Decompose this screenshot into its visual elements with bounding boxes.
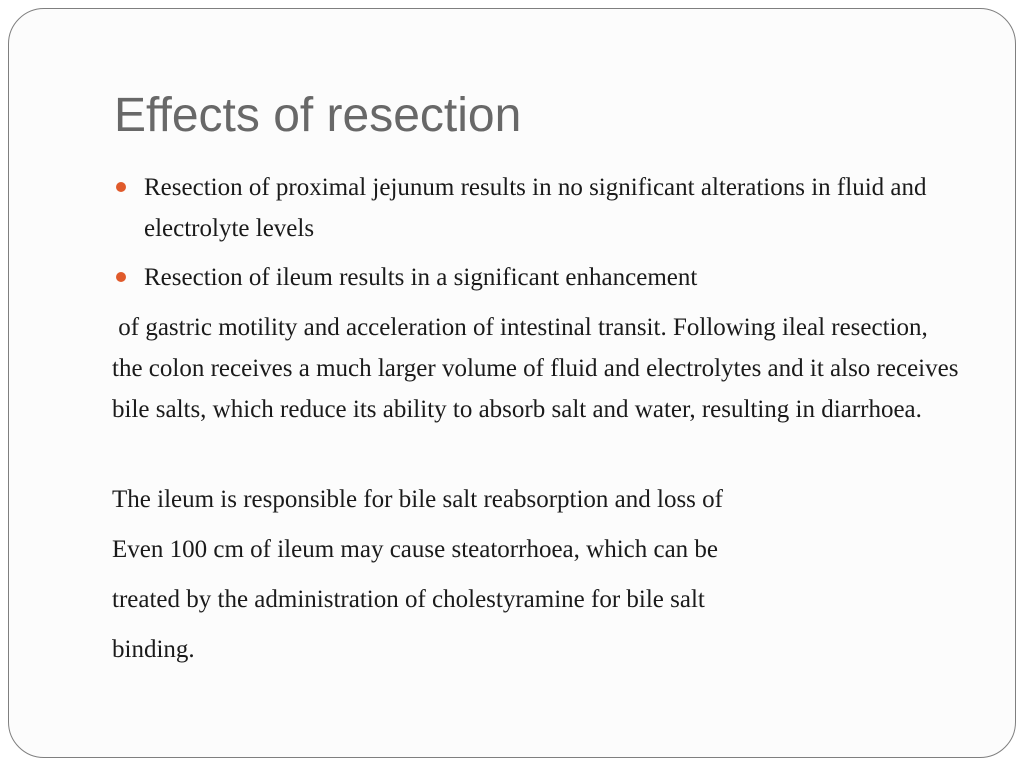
paragraph-steatorrhoea: Even 100 cm of ileum may cause steatorrhoea, which can be — [112, 536, 719, 563]
paragraph-binding: binding. — [112, 636, 195, 663]
paragraph-cholestyramine: treated by the administration of cholestyramine for bile salt — [112, 586, 705, 613]
paragraph-gastric-motility: of gastric motility and acceleration of intestinal transit. Following ileal resection, the colon receives a much larger volume of fluid and electrolytes and it also receives bile salts, which reduce its ability to absorb salt and water, resulting in diarrhoea. — [112, 314, 965, 423]
paragraph-bile-salt-reabsorption: The ileum is responsible for bile salt reabsorption and loss of — [112, 486, 723, 513]
slide-title: Effects of resection — [114, 89, 522, 142]
bullet-marker-icon — [116, 272, 126, 282]
bullet-item-2: Resection of ileum results in a significant enhancement — [144, 264, 698, 291]
bullet-marker-icon — [116, 182, 126, 192]
bullet-item-1: Resection of proximal jejunum results in no significant alterations in fluid and electrolyte levels — [144, 174, 927, 242]
